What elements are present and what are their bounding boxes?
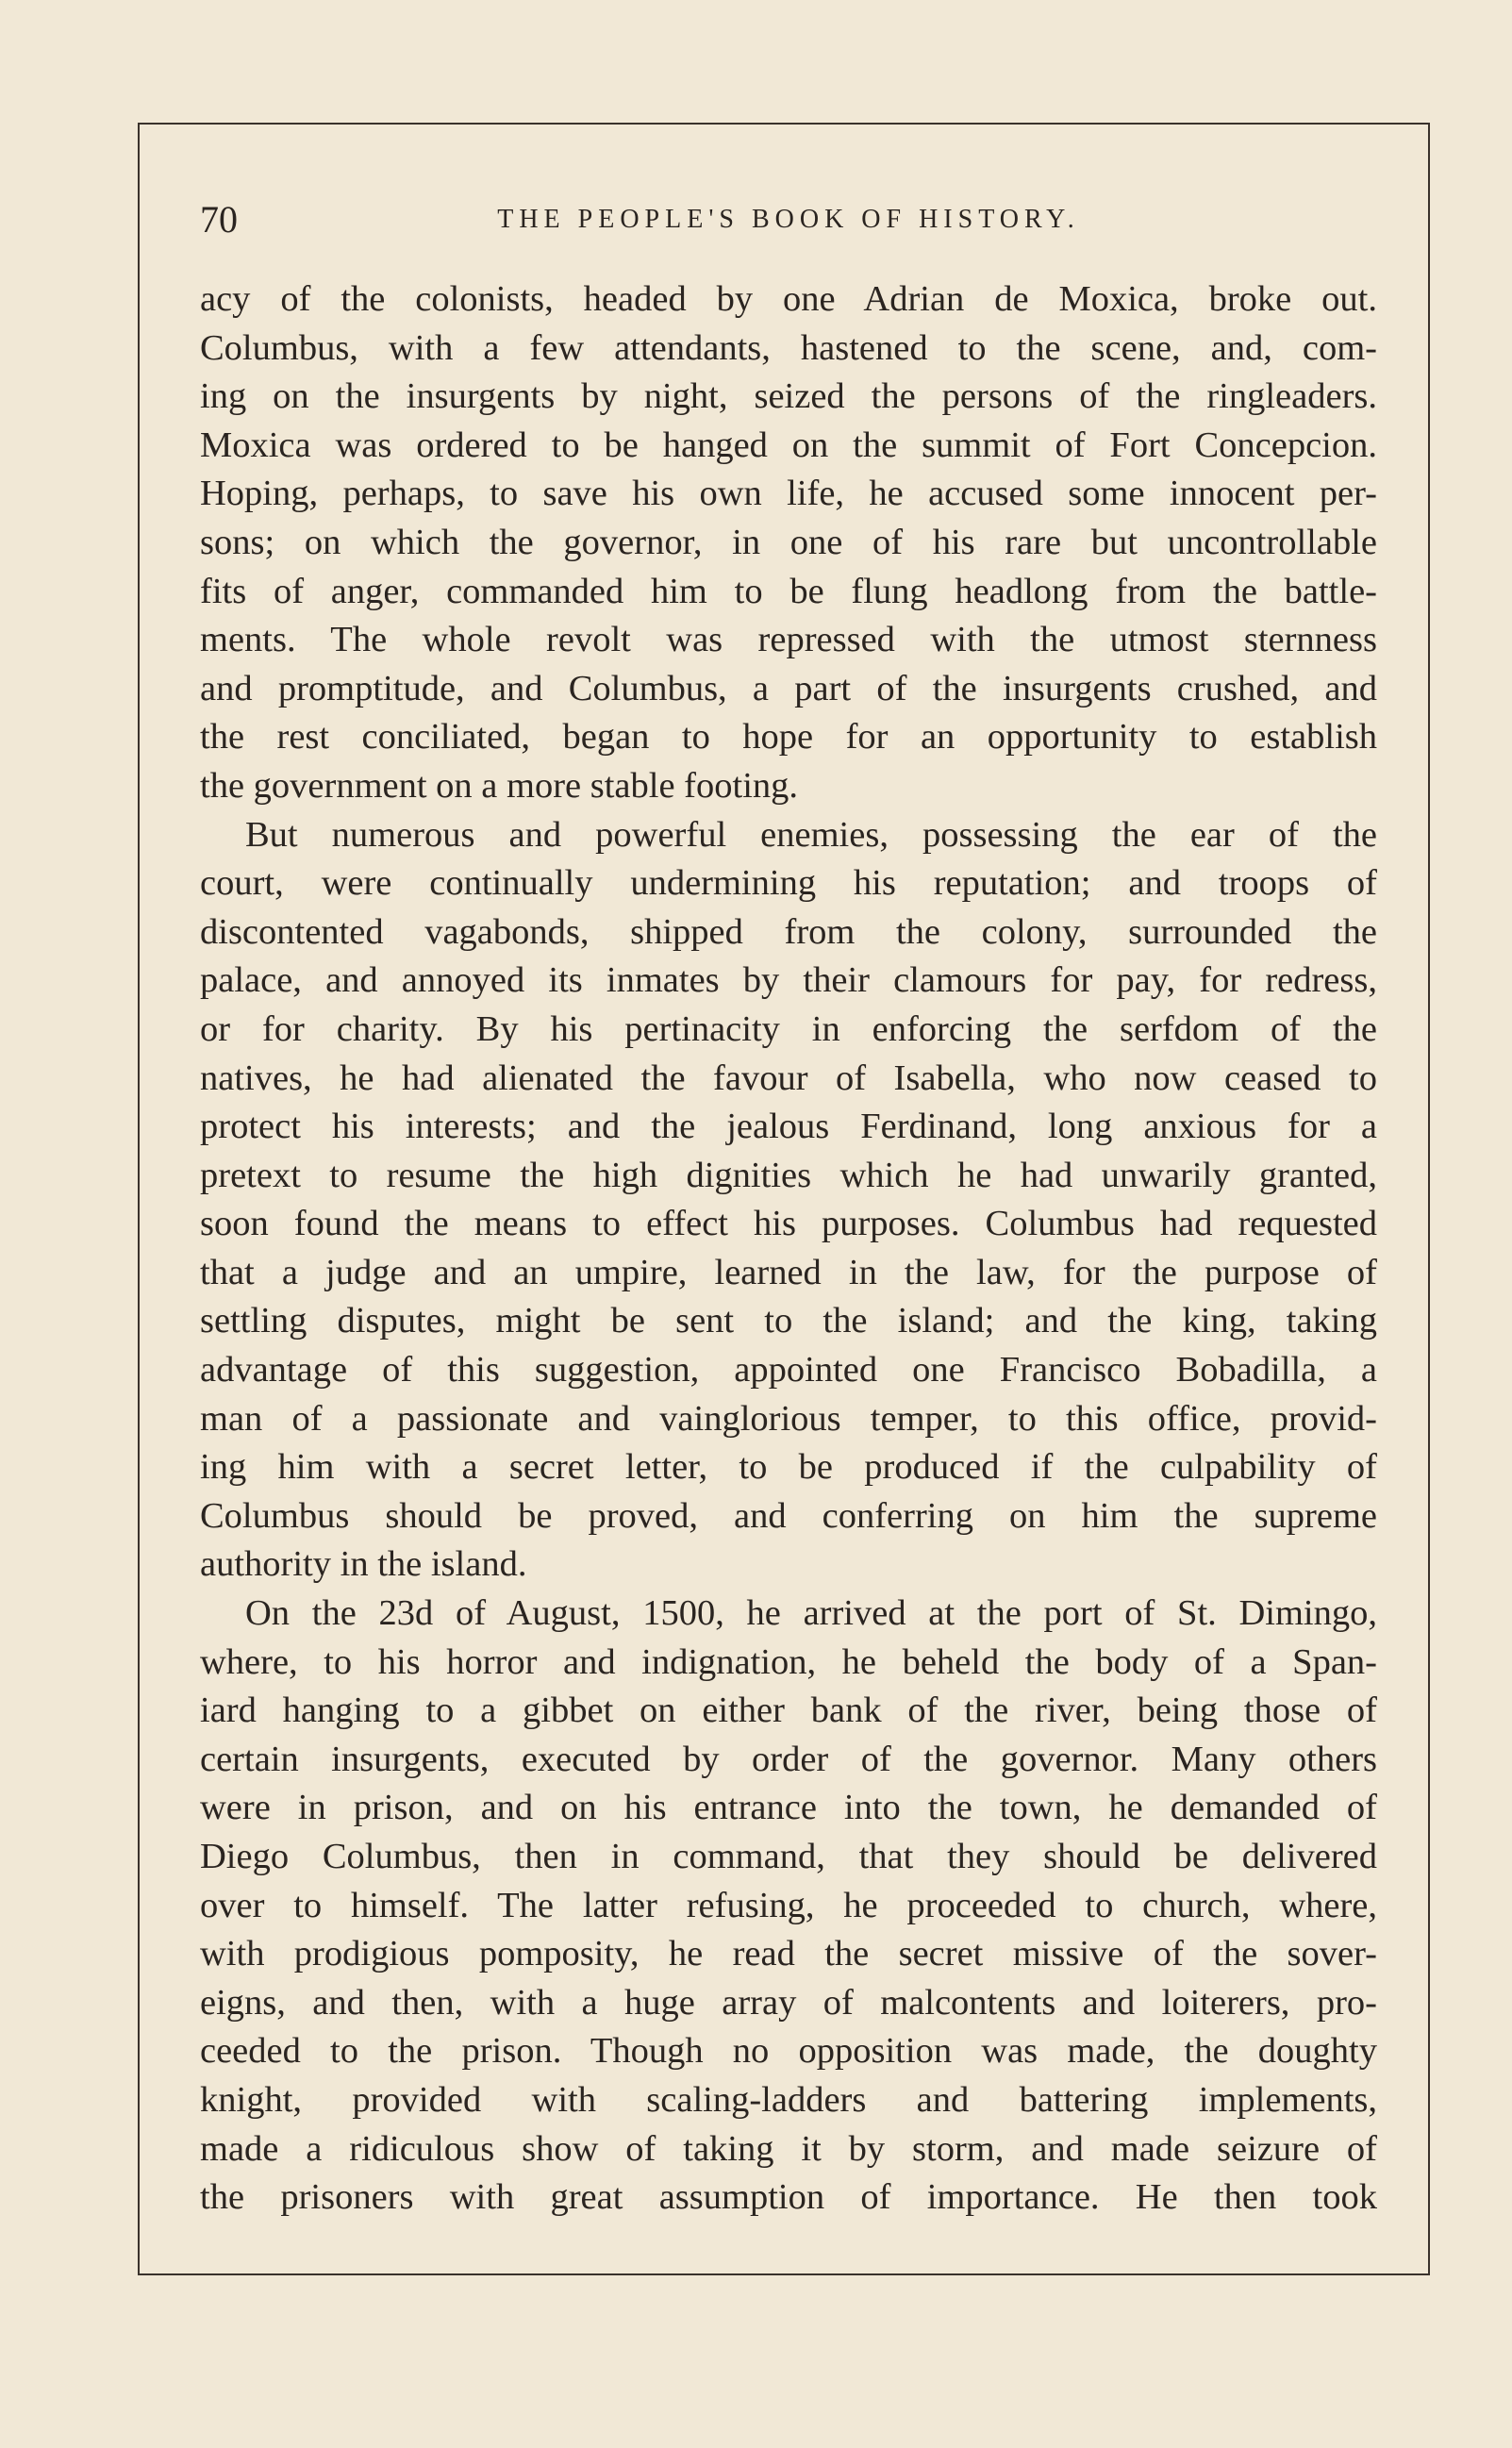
text-line: the rest conciliated, began to hope for an opportunity to establish (200, 717, 1377, 758)
page-number: 70 (200, 198, 238, 241)
text-line: the prisoners with great assumption of importance. He then took (200, 2177, 1377, 2218)
text-line: Hoping, perhaps, to save his own life, he accused some innocent per- (200, 474, 1377, 514)
text-line: But numerous and powerful enemies, possessing the ear of the (245, 814, 1377, 855)
text-line: with prodigious pomposity, he read the secret missive of the sover- (200, 1934, 1377, 1974)
text-line: certain insurgents, executed by order of the governor. Many others (200, 1739, 1377, 1779)
text-line: pretext to resume the high dignities which he had unwarily granted, (200, 1155, 1377, 1195)
text-line: where, to his horror and indignation, he beheld the body of a Span- (200, 1641, 1377, 1682)
text-line: eigns, and then, with a huge array of malcontents and loiterers, pro- (200, 1982, 1377, 2023)
text-line: Moxica was ordered to be hanged on the summit of Fort Concepcion. (200, 425, 1377, 465)
text-line: Columbus should be proved, and conferring on him the supreme (200, 1495, 1377, 1536)
text-line: palace, and annoyed its inmates by their clamours for pay, for redress, (200, 960, 1377, 1001)
text-line: over to himself. The latter refusing, he proceeded to church, where, (200, 1885, 1377, 1925)
running-head (200, 193, 1377, 250)
text-line: ments. The whole revolt was repressed with the utmost sternness (200, 620, 1377, 660)
text-line: made a ridiculous show of taking it by storm, and made seizure of (200, 2128, 1377, 2169)
text-line: ing on the insurgents by night, seized the persons of the ringleaders. (200, 376, 1377, 417)
text-line: ing him with a secret letter, to be produced if the culpability of (200, 1447, 1377, 1488)
text-line: protect his interests; and the jealous Ferdinand, long anxious for a (200, 1107, 1377, 1147)
text-line: knight, provided with scaling-ladders and battering implements, (200, 2079, 1377, 2120)
body-text (200, 275, 1377, 2223)
text-line: and promptitude, and Columbus, a part of the insurgents crushed, and (200, 668, 1377, 708)
text-line: the government on a more stable footing. (200, 765, 799, 806)
text-line: Diego Columbus, then in command, that they should be delivered (200, 1837, 1377, 1876)
text-line: advantage of this suggestion, appointed one Francisco Bobadilla, a (200, 1350, 1377, 1391)
text-line: acy of the colonists, headed by one Adrian de Moxica, broke out. (200, 279, 1377, 319)
text-line: sons; on which the governor, in one of his rare but uncontrollable (200, 522, 1377, 562)
text-line: iard hanging to a gibbet on either bank of the river, being those of (200, 1690, 1377, 1731)
text-line: soon found the means to effect his purposes. Columbus had requested (200, 1204, 1377, 1244)
text-line: discontented vagabonds, shipped from the colony, surrounded the (200, 911, 1377, 952)
text-line: authority in the island. (200, 1544, 527, 1585)
text-line: ceeded to the prison. Though no opposition was made, the doughty (200, 2031, 1377, 2072)
text-line: natives, he had alienated the favour of Isabella, who now ceased to (200, 1057, 1377, 1098)
text-line: or for charity. By his pertinacity in enforcing the serfdom of the (200, 1008, 1377, 1049)
text-line: were in prison, and on his entrance into the town, he demanded of (200, 1788, 1377, 1828)
running-title: THE PEOPLE'S BOOK OF HISTORY. (497, 205, 1080, 234)
text-line: court, were continually undermining his reputation; and troops of (200, 863, 1377, 904)
text-line: man of a passionate and vainglorious temper, to this office, provid- (200, 1398, 1377, 1439)
text-line: that a judge and an umpire, learned in the law, for the purpose of (200, 1252, 1377, 1292)
text-line: On the 23d of August, 1500, he arrived at the port of St. Dimingo, (245, 1593, 1377, 1634)
text-line: Columbus, with a few attendants, hastened to the scene, and, com- (200, 327, 1377, 368)
text-line: fits of anger, commanded him to be flung headlong from the battle- (200, 571, 1377, 611)
text-line: settling disputes, might be sent to the island; and the king, taking (200, 1301, 1377, 1341)
